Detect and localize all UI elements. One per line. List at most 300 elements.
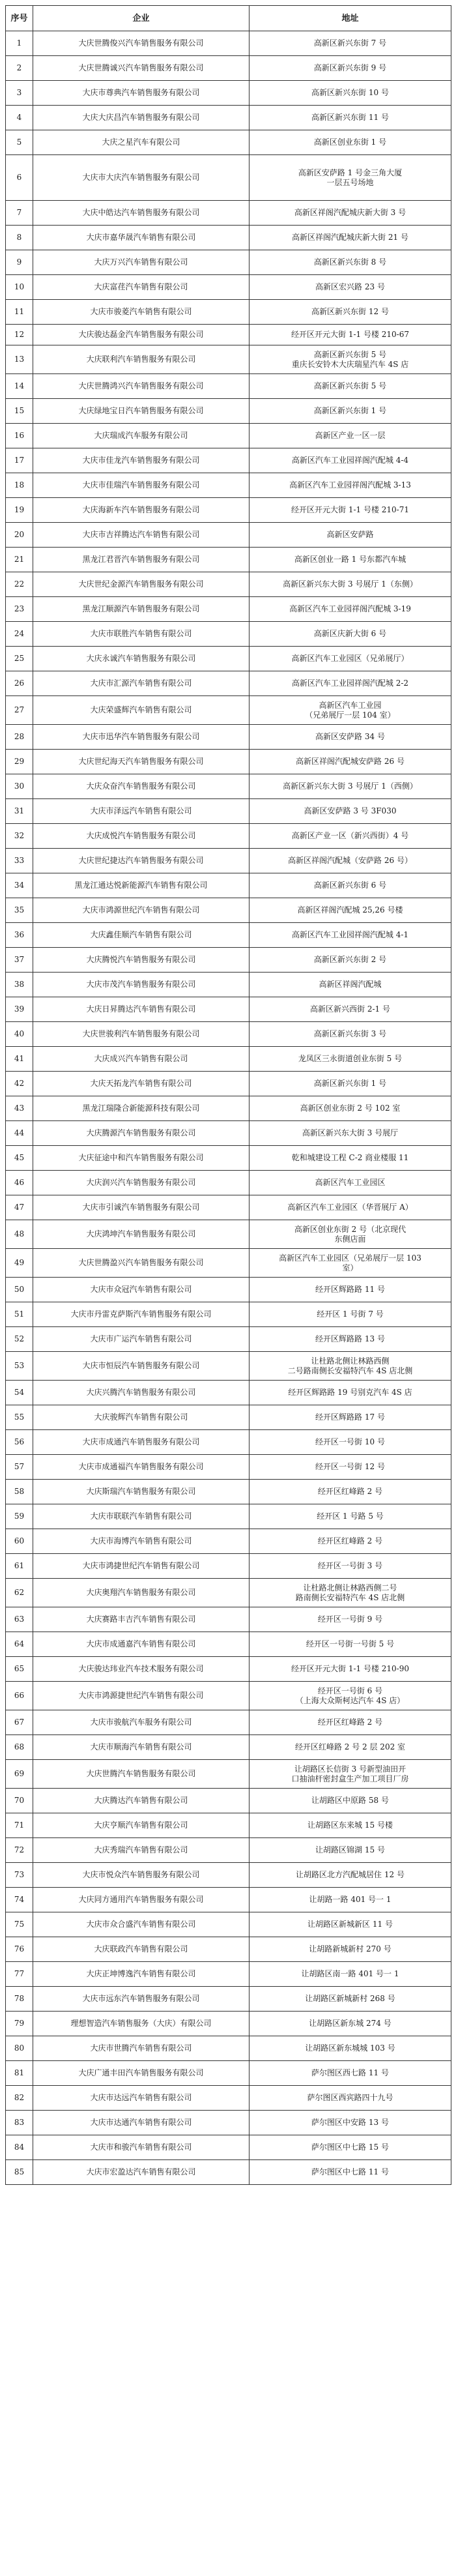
row-address: 萨尔图区中七路 11 号 [249, 2160, 451, 2185]
row-address: 高新区新兴东街 10 号 [249, 81, 451, 106]
row-address: 让胡路区新城新村 268 号 [249, 1987, 451, 2012]
row-number: 23 [6, 597, 33, 622]
row-address: 让胡路区北方汽配城居住 12 号 [249, 1863, 451, 1888]
row-company: 大庆亨顺汽车销售有限公司 [33, 1813, 249, 1838]
row-number: 57 [6, 1455, 33, 1480]
table-row [6, 2012, 451, 2036]
row-address: 高新区新兴东街 2 号 [249, 948, 451, 973]
row-number: 62 [6, 1579, 33, 1607]
row-number: 75 [6, 1912, 33, 1937]
row-address: 经开区 1 号街 7 号 [249, 1302, 451, 1327]
row-address: 让杜路北侧让林路西侧 二号路南侧长安福特汽车 4S 店北侧 [249, 1352, 451, 1381]
row-address: 高新区创业东街 2 号（北京现代 东侧店面 [249, 1220, 451, 1249]
row-number: 1 [6, 31, 33, 56]
row-number: 37 [6, 948, 33, 973]
row-company: 大庆市骏菱汽车销售有限公司 [33, 300, 249, 325]
row-address: 萨尔图区中安路 13 号 [249, 2111, 451, 2135]
row-address: 经开区辉路路 13 号 [249, 1327, 451, 1352]
row-address: 让杜路北侧让林路西侧二号 路南侧长安福特汽车 4S 店北侧 [249, 1579, 451, 1607]
row-address: 高新区汽车工业园区（兄弟展厅一层 103 室） [249, 1249, 451, 1278]
row-company: 大庆斯瑞汽车销售服务有限公司 [33, 1480, 249, 1504]
row-company: 大庆市引诚汽车销售服务有限公司 [33, 1195, 249, 1220]
table-row [6, 774, 451, 799]
table-row [6, 399, 451, 424]
row-company: 大庆市和骏汽车销售有限公司 [33, 2135, 249, 2160]
table-row [6, 1047, 451, 1072]
table-row [6, 1249, 451, 1278]
row-company: 大庆市骏航汽车服务有限公司 [33, 1710, 249, 1735]
row-company: 大庆赛路丰吉汽车销售有限公司 [33, 1607, 249, 1632]
row-number: 66 [6, 1682, 33, 1710]
table-row [6, 923, 451, 948]
row-address: 高新区祥阁汽配城 [249, 973, 451, 997]
table-row [6, 523, 451, 548]
row-address: 让胡路新城新村 270 号 [249, 1937, 451, 1962]
row-number: 84 [6, 2135, 33, 2160]
row-company: 大庆市茂汽车销售服务有限公司 [33, 973, 249, 997]
row-address: 高新区祥阁汽配城安萨路 26 号 [249, 750, 451, 774]
row-address: 经开区一号街 10 号 [249, 1430, 451, 1455]
row-address: 经开区开元大街 1-1 号楼 210-67 [249, 325, 451, 345]
row-company: 大庆广通丰田汽车销售服务有限公司 [33, 2061, 249, 2086]
row-company: 大庆中皓达汽车销售服务有限公司 [33, 201, 249, 226]
row-company: 大庆成悦汽车销售服务有限公司 [33, 824, 249, 849]
row-company: 大庆市恒辰汽车销售服务有限公司 [33, 1352, 249, 1381]
table-row [6, 1480, 451, 1504]
table-row [6, 300, 451, 325]
table-row [6, 1121, 451, 1146]
row-number: 25 [6, 647, 33, 671]
table-row [6, 973, 451, 997]
table-row [6, 106, 451, 130]
row-number: 20 [6, 523, 33, 548]
row-company: 大庆鸿坤汽车销售服务有限公司 [33, 1220, 249, 1249]
table-body [6, 31, 451, 2185]
row-address: 高新区汽车工业园 （兄弟展厅一层 104 室） [249, 696, 451, 725]
row-company: 大庆奥翔汽车销售服务有限公司 [33, 1579, 249, 1607]
row-company: 大庆骏达磊金汽车销售服务有限公司 [33, 325, 249, 345]
table-row [6, 824, 451, 849]
row-address: 高新区新兴东街 8 号 [249, 250, 451, 275]
table-row [6, 2086, 451, 2111]
row-number: 53 [6, 1352, 33, 1381]
row-number: 58 [6, 1480, 33, 1504]
row-company: 大庆天拓龙汽车销售有限公司 [33, 1072, 249, 1096]
row-number: 59 [6, 1504, 33, 1529]
row-number: 22 [6, 572, 33, 597]
row-number: 6 [6, 155, 33, 201]
row-company: 大庆润兴汽车销售服务有限公司 [33, 1171, 249, 1195]
table-row [6, 1381, 451, 1405]
row-number: 33 [6, 849, 33, 873]
table-row [6, 1072, 451, 1096]
table-row [6, 671, 451, 696]
row-company: 大庆市佳龙汽车销售服务有限公司 [33, 448, 249, 473]
table-row [6, 1735, 451, 1760]
row-number: 2 [6, 56, 33, 81]
row-number: 30 [6, 774, 33, 799]
table-row [6, 1838, 451, 1863]
row-number: 80 [6, 2036, 33, 2061]
row-company: 大庆世腾汽车销售服务有限公司 [33, 1760, 249, 1789]
row-number: 46 [6, 1171, 33, 1195]
table-row [6, 1554, 451, 1579]
table-row [6, 56, 451, 81]
row-company: 大庆市联胜汽车销售有限公司 [33, 622, 249, 647]
row-company: 大庆世纪捷达汽车销售服务有限公司 [33, 849, 249, 873]
row-company: 大庆绿地宝日汽车销售服务有限公司 [33, 399, 249, 424]
row-address: 经开区开元大街 1-1 号楼 210-90 [249, 1657, 451, 1682]
row-company: 大庆世骏利汽车销售服务有限公司 [33, 1022, 249, 1047]
table-row [6, 250, 451, 275]
row-address: 高新区汽车工业园祥阁汽配城 4-4 [249, 448, 451, 473]
row-company: 大庆市海博汽车销售有限公司 [33, 1529, 249, 1554]
row-number: 9 [6, 250, 33, 275]
row-address: 高新区汽车工业园祥阁汽配城 2-2 [249, 671, 451, 696]
table-row [6, 948, 451, 973]
row-number: 18 [6, 473, 33, 498]
row-address: 高新区安萨路 1 号金三角大厦 一层五号场地 [249, 155, 451, 201]
table-row [6, 1937, 451, 1962]
row-address: 高新区新兴东街 9 号 [249, 56, 451, 81]
row-address: 经开区开元大街 1-1 号楼 210-71 [249, 498, 451, 523]
row-company: 大庆同方通用汽车销售服务有限公司 [33, 1888, 249, 1912]
row-number: 24 [6, 622, 33, 647]
table-row [6, 2061, 451, 2086]
row-address: 让胡路区中原路 58 号 [249, 1789, 451, 1813]
row-address: 经开区辉路路 17 号 [249, 1405, 451, 1430]
row-number: 3 [6, 81, 33, 106]
row-number: 29 [6, 750, 33, 774]
row-address: 高新区新兴东街 3 号 [249, 1022, 451, 1047]
row-company: 大庆市鸿捷世纪汽车销售有限公司 [33, 1554, 249, 1579]
row-company: 大庆市广运汽车销售有限公司 [33, 1327, 249, 1352]
row-address: 高新区安萨路 34 号 [249, 725, 451, 750]
table-row [6, 226, 451, 250]
row-address: 高新区汽车工业园祥阁汽配城 3-19 [249, 597, 451, 622]
table-row [6, 1987, 451, 2012]
row-company: 大庆腾悦汽车销售服务有限公司 [33, 948, 249, 973]
row-address: 高新区新兴东街 6 号 [249, 873, 451, 898]
table-row [6, 1863, 451, 1888]
row-number: 68 [6, 1735, 33, 1760]
row-address: 高新区祥阁汽配城庆新大街 3 号 [249, 201, 451, 226]
row-company: 大庆世腾盈兴汽车销售服务有限公司 [33, 1249, 249, 1278]
table-row [6, 1302, 451, 1327]
header-number: 序号 [6, 6, 33, 31]
row-number: 74 [6, 1888, 33, 1912]
table-row [6, 345, 451, 374]
row-address: 经开区红峰路 2 号 2 层 202 室 [249, 1735, 451, 1760]
table-row [6, 997, 451, 1022]
row-company: 大庆市吉祥腾达汽车销售有限公司 [33, 523, 249, 548]
row-number: 73 [6, 1863, 33, 1888]
row-number: 82 [6, 2086, 33, 2111]
row-address: 高新区新兴东大街 3 号展厅 [249, 1121, 451, 1146]
row-company: 大庆市鸿源捷世纪汽车销售有限公司 [33, 1682, 249, 1710]
row-company: 大庆骏辉汽车销售有限公司 [33, 1405, 249, 1430]
row-number: 13 [6, 345, 33, 374]
table-header [6, 6, 451, 31]
row-address: 经开区一号街 9 号 [249, 1607, 451, 1632]
row-address: 高新区创业一路 1 号东都汽车城 [249, 548, 451, 572]
table-row [6, 2111, 451, 2135]
row-company: 大庆世纪海天汽车销售服务有限公司 [33, 750, 249, 774]
row-company: 大庆征途中和汽车销售服务有限公司 [33, 1146, 249, 1171]
row-address: 高新区创业东街 2 号 102 室 [249, 1096, 451, 1121]
row-company: 大庆市成通福汽车销售服务有限公司 [33, 1455, 249, 1480]
row-company: 大庆日昇腾达汽车销售有限公司 [33, 997, 249, 1022]
row-number: 85 [6, 2160, 33, 2185]
row-company: 大庆市世腾汽车销售有限公司 [33, 2036, 249, 2061]
row-address: 让胡路区新东城 274 号 [249, 2012, 451, 2036]
row-address: 高新区新兴东大街 3 号展厅 1（西侧） [249, 774, 451, 799]
table-row [6, 873, 451, 898]
row-address: 高新区产业一区一层 [249, 424, 451, 448]
row-address: 经开区红峰路 2 号 [249, 1529, 451, 1554]
row-company: 大庆市联联汽车销售有限公司 [33, 1504, 249, 1529]
row-number: 15 [6, 399, 33, 424]
row-number: 39 [6, 997, 33, 1022]
row-address: 经开区一号街 6 号 （上海大众斯柯达汽车 4S 店） [249, 1682, 451, 1710]
row-number: 19 [6, 498, 33, 523]
row-address: 高新区新兴东街 11 号 [249, 106, 451, 130]
table-row [6, 473, 451, 498]
table-row [6, 696, 451, 725]
row-company: 大庆骏达玮业汽车技术服务有限公司 [33, 1657, 249, 1682]
table-row [6, 325, 451, 345]
table-row [6, 1195, 451, 1220]
row-number: 51 [6, 1302, 33, 1327]
table-row [6, 448, 451, 473]
table-row [6, 130, 451, 155]
row-number: 38 [6, 973, 33, 997]
row-address: 高新区新兴东街 5 号 [249, 374, 451, 399]
row-number: 36 [6, 923, 33, 948]
row-company: 大庆正坤博逸汽车销售有限公司 [33, 1962, 249, 1987]
table-row [6, 2135, 451, 2160]
table-row [6, 1146, 451, 1171]
table-row [6, 275, 451, 300]
row-number: 7 [6, 201, 33, 226]
row-number: 52 [6, 1327, 33, 1352]
table-row [6, 898, 451, 923]
row-address: 萨尔图区中七路 15 号 [249, 2135, 451, 2160]
row-company: 大庆大庆昌汽车销售服务有限公司 [33, 106, 249, 130]
row-company: 大庆世腾诚兴汽车销售服务有限公司 [33, 56, 249, 81]
table-row [6, 1096, 451, 1121]
row-company: 大庆市顺海汽车销售有限公司 [33, 1735, 249, 1760]
row-number: 5 [6, 130, 33, 155]
row-number: 77 [6, 1962, 33, 1987]
table-row [6, 498, 451, 523]
table-row [6, 2036, 451, 2061]
row-address: 高新区祥阁汽配城（安萨路 26 号） [249, 849, 451, 873]
table-row [6, 1888, 451, 1912]
row-company: 大庆市泽远汽车销售有限公司 [33, 799, 249, 824]
row-company: 大庆市远东汽车销售服务有限公司 [33, 1987, 249, 2012]
table-row [6, 572, 451, 597]
row-number: 61 [6, 1554, 33, 1579]
row-number: 47 [6, 1195, 33, 1220]
row-address: 萨尔图区西宾路四十九号 [249, 2086, 451, 2111]
row-number: 67 [6, 1710, 33, 1735]
dealer-table [5, 5, 451, 2185]
table-row [6, 1220, 451, 1249]
row-number: 55 [6, 1405, 33, 1430]
table-row [6, 1962, 451, 1987]
table-row [6, 1607, 451, 1632]
row-company: 大庆秀瑞汽车销售有限公司 [33, 1838, 249, 1863]
row-number: 32 [6, 824, 33, 849]
table-row [6, 622, 451, 647]
table-row [6, 201, 451, 226]
table-row [6, 1327, 451, 1352]
table-row [6, 647, 451, 671]
table-row [6, 548, 451, 572]
row-number: 43 [6, 1096, 33, 1121]
row-address: 经开区辉路路 11 号 [249, 1278, 451, 1302]
row-address: 高新区汽车工业园区 [249, 1171, 451, 1195]
row-address: 经开区红峰路 2 号 [249, 1480, 451, 1504]
row-company: 大庆联利汽车销售服务有限公司 [33, 345, 249, 374]
header-company: 企业 [33, 6, 249, 31]
row-address: 高新区汽车工业园祥阁汽配城 3-13 [249, 473, 451, 498]
row-number: 27 [6, 696, 33, 725]
row-address: 高新区创业东街 1 号 [249, 130, 451, 155]
table-row [6, 1278, 451, 1302]
row-company: 大庆世纪金源汽车销售服务有限公司 [33, 572, 249, 597]
table-row [6, 597, 451, 622]
row-number: 60 [6, 1529, 33, 1554]
row-number: 54 [6, 1381, 33, 1405]
row-address: 高新区新兴西街 2-1 号 [249, 997, 451, 1022]
row-number: 12 [6, 325, 33, 345]
row-address: 经开区一号街一号街 5 号 [249, 1632, 451, 1657]
row-number: 81 [6, 2061, 33, 2086]
row-company: 大庆腾达汽车销售有限公司 [33, 1789, 249, 1813]
row-address: 让胡路区长信街 3 号新型油田开 口抽油杆密封盒生产加工项目厂房 [249, 1760, 451, 1789]
row-company: 大庆市尊典汽车销售服务有限公司 [33, 81, 249, 106]
row-company: 大庆市汇源汽车销售有限公司 [33, 671, 249, 696]
row-number: 79 [6, 2012, 33, 2036]
row-number: 56 [6, 1430, 33, 1455]
row-number: 78 [6, 1987, 33, 2012]
row-address: 经开区 1 号路 5 号 [249, 1504, 451, 1529]
table-row [6, 1813, 451, 1838]
row-company: 黑龙江通达悦新能源汽车销售有限公司 [33, 873, 249, 898]
row-company: 大庆市成通汽车销售服务有限公司 [33, 1430, 249, 1455]
table-row [6, 1022, 451, 1047]
row-company: 大庆世腾俊兴汽车销售服务有限公司 [33, 31, 249, 56]
table-row [6, 1682, 451, 1710]
table-row [6, 1405, 451, 1430]
row-number: 63 [6, 1607, 33, 1632]
row-number: 8 [6, 226, 33, 250]
row-address: 高新区汽车工业园区（兄弟展厅） [249, 647, 451, 671]
row-company: 大庆市嘉华晟汽车销售有限公司 [33, 226, 249, 250]
row-address: 龙凤区三永街道创业东街 5 号 [249, 1047, 451, 1072]
table-row [6, 1579, 451, 1607]
row-number: 65 [6, 1657, 33, 1682]
row-number: 42 [6, 1072, 33, 1096]
table-row [6, 31, 451, 56]
table-row [6, 155, 451, 201]
row-number: 16 [6, 424, 33, 448]
row-address: 萨尔图区西七路 11 号 [249, 2061, 451, 2086]
table-row [6, 1455, 451, 1480]
row-address: 高新区汽车工业园祥阁汽配城 4-1 [249, 923, 451, 948]
row-number: 72 [6, 1838, 33, 1863]
row-number: 14 [6, 374, 33, 399]
row-address: 高新区新兴东街 7 号 [249, 31, 451, 56]
row-company: 黑龙江君晋汽车销售服务有限公司 [33, 548, 249, 572]
table-row [6, 750, 451, 774]
row-company: 大庆联政汽车销售有限公司 [33, 1937, 249, 1962]
table-row [6, 424, 451, 448]
row-address: 高新区新兴东街 1 号 [249, 399, 451, 424]
row-number: 4 [6, 106, 33, 130]
table-row [6, 1657, 451, 1682]
row-number: 31 [6, 799, 33, 824]
row-company: 大庆世腾鸿兴汽车销售服务有限公司 [33, 374, 249, 399]
row-number: 11 [6, 300, 33, 325]
row-company: 大庆兴腾汽车销售服务有限公司 [33, 1381, 249, 1405]
row-company: 大庆成兴汽车销售有限公司 [33, 1047, 249, 1072]
row-number: 34 [6, 873, 33, 898]
row-number: 40 [6, 1022, 33, 1047]
row-company: 大庆市成通嘉汽车销售有限公司 [33, 1632, 249, 1657]
table-row [6, 1710, 451, 1735]
row-company: 大庆之星汽车有限公司 [33, 130, 249, 155]
row-address: 高新区安萨路 [249, 523, 451, 548]
header-row [6, 6, 451, 31]
row-address: 高新区产业一区（新兴西街）4 号 [249, 824, 451, 849]
row-company: 大庆市佳瑞汽车销售服务有限公司 [33, 473, 249, 498]
row-company: 大庆众奋汽车销售服务有限公司 [33, 774, 249, 799]
table-row [6, 1171, 451, 1195]
row-address: 经开区红峰路 2 号 [249, 1710, 451, 1735]
row-address: 高新区庆新大街 6 号 [249, 622, 451, 647]
row-address: 经开区一号街 3 号 [249, 1554, 451, 1579]
row-company: 黑龙江瑞隆合新能源科技有限公司 [33, 1096, 249, 1121]
row-address: 乾和城建设工程 C-2 商业楼服 11 [249, 1146, 451, 1171]
row-address: 让胡路区新东城城 103 号 [249, 2036, 451, 2061]
row-company: 大庆腾源汽车销售服务有限公司 [33, 1121, 249, 1146]
row-address: 经开区辉路路 19 号别克汽车 4S 店 [249, 1381, 451, 1405]
row-number: 26 [6, 671, 33, 696]
table-row [6, 849, 451, 873]
row-company: 大庆市丹雷克萨斯汽车销售服务有限公司 [33, 1302, 249, 1327]
row-company: 大庆市达通汽车销售有限公司 [33, 2111, 249, 2135]
row-address: 高新区汽车工业园区（华晋展厅 A） [249, 1195, 451, 1220]
row-company: 大庆富荏汽车销售有限公司 [33, 275, 249, 300]
row-address: 高新区新兴东街 5 号 重庆长安铃木大庆瑞星汽车 4S 店 [249, 345, 451, 374]
table-row [6, 1504, 451, 1529]
row-number: 69 [6, 1760, 33, 1789]
row-company: 大庆市迅华汽车销售服务有限公司 [33, 725, 249, 750]
row-company: 大庆市众合盛汽车销售有限公司 [33, 1912, 249, 1937]
table-row [6, 1912, 451, 1937]
row-company: 大庆荣盛辉汽车销售有限公司 [33, 696, 249, 725]
row-number: 17 [6, 448, 33, 473]
row-number: 35 [6, 898, 33, 923]
row-number: 70 [6, 1789, 33, 1813]
row-company: 大庆市宏盈达汽车销售有限公司 [33, 2160, 249, 2185]
row-company: 黑龙江顺源汽车销售服务有限公司 [33, 597, 249, 622]
row-address: 高新区新兴东大街 3 号展厅 1（东侧） [249, 572, 451, 597]
table-row [6, 1352, 451, 1381]
